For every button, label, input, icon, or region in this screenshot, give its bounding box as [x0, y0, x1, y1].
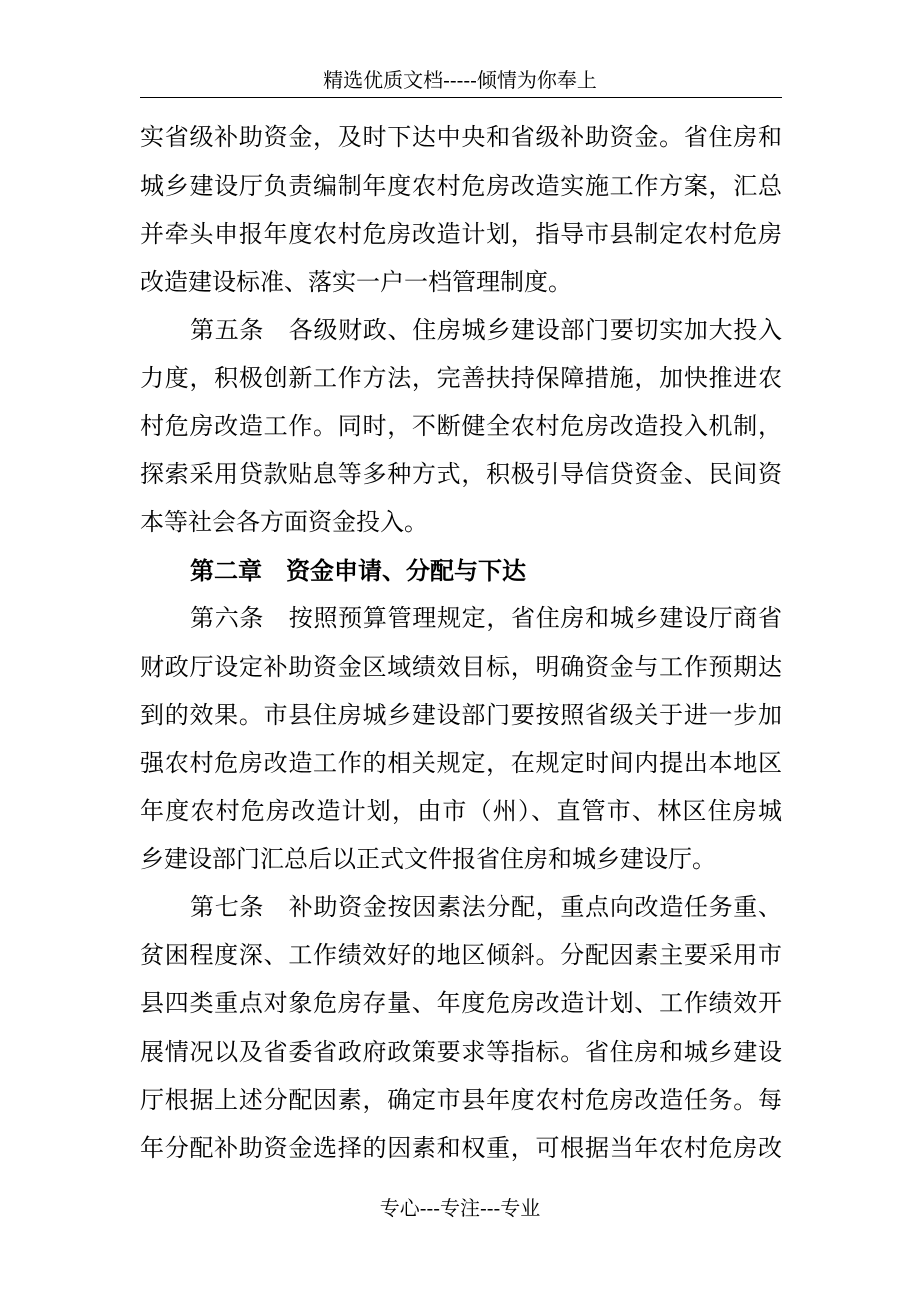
text-line: 到的效果。市县住房城乡建设部门要按照省级关于进一步加 — [140, 701, 782, 729]
text-line: 力度，积极创新工作方法，完善扶持保障措施，加快推进农 — [140, 364, 782, 392]
text-line: 乡建设部门汇总后以正式文件报省住房和城乡建设厅。 — [140, 845, 716, 873]
chapter-heading: 第二章 资金申请、分配与下达 — [190, 557, 526, 585]
article-7-first-line: 第七条 补助资金按因素法分配，重点向改造任务重、 — [190, 893, 782, 921]
page-footer: 专心---专注---专业 — [379, 1196, 541, 1220]
text-line: 财政厅设定补助资金区域绩效目标，明确资金与工作预期达 — [140, 653, 782, 681]
text-line: 实省级补助资金，及时下达中央和省级补助资金。省住房和 — [140, 123, 782, 151]
page-header: 精选优质文档-----倾情为你奉上 — [323, 68, 597, 92]
header-rule — [140, 97, 782, 98]
text-line: 本等社会各方面资金投入。 — [140, 508, 428, 536]
text-line: 强农村危房改造工作的相关规定，在规定时间内提出本地区 — [140, 749, 782, 777]
text-line: 厅根据上述分配因素，确定市县年度农村危房改造任务。每 — [140, 1086, 782, 1114]
article-6-first-line: 第六条 按照预算管理规定，省住房和城乡建设厅商省 — [190, 604, 782, 632]
text-line: 村危房改造工作。同时，不断健全农村危房改造投入机制， — [140, 412, 782, 440]
text-line: 贫困程度深、工作绩效好的地区倾斜。分配因素主要采用市 — [140, 941, 782, 969]
text-line: 年度农村危房改造计划，由市（州）、直管市、林区住房城 — [140, 797, 782, 825]
text-line: 并牵头申报年度农村危房改造计划，指导市县制定农村危房 — [140, 220, 782, 248]
text-line: 探索采用贷款贴息等多种方式，积极引导信贷资金、民间资 — [140, 460, 782, 488]
text-line: 年分配补助资金选择的因素和权重，可根据当年农村危房改 — [140, 1134, 782, 1162]
article-5-first-line: 第五条 各级财政、住房城乡建设部门要切实加大投入 — [190, 316, 782, 344]
text-line: 展情况以及省委省政府政策要求等指标。省住房和城乡建设 — [140, 1038, 782, 1066]
text-line: 县四类重点对象危房存量、年度危房改造计划、工作绩效开 — [140, 989, 782, 1017]
text-line: 城乡建设厅负责编制年度农村危房改造实施工作方案，汇总 — [140, 172, 782, 200]
text-line: 改造建设标准、落实一户一档管理制度。 — [140, 268, 572, 296]
